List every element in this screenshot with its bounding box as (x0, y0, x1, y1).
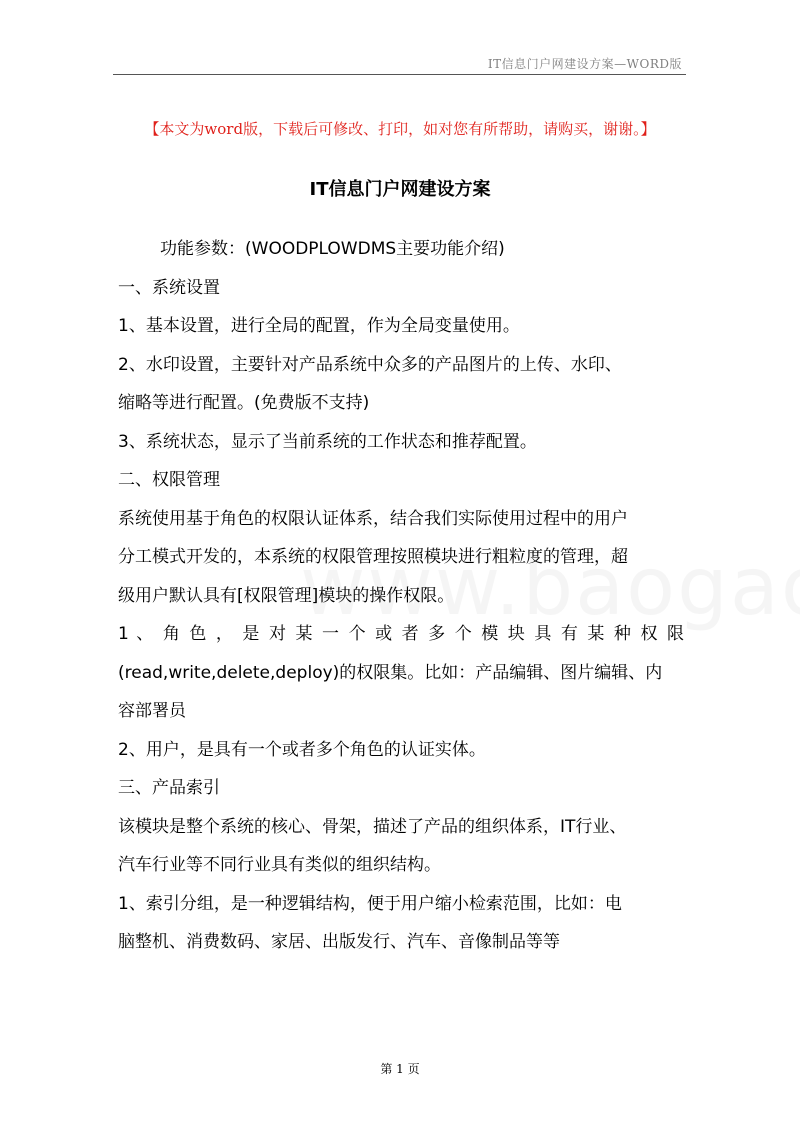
section-heading: 一、系统设置 (118, 277, 220, 298)
paragraph-line: 级用户默认具有[权限管理]模块的操作权限。 (118, 585, 455, 606)
paragraph-line: 1、索引分组，是一种逻辑结构，便于用户缩小检索范围，比如：电 (118, 893, 622, 914)
paragraph-line: 缩略等进行配置。(免费版不支持) (118, 393, 370, 413)
header-divider (113, 74, 686, 75)
paragraph-line: 脑整机、消费数码、家居、出版发行、汽车、音像制品等等 (118, 932, 560, 952)
paragraph-line: 1、基本设置，进行全局的配置，作为全局变量使用。 (118, 316, 520, 336)
paragraph-line: 3、系统状态，显示了当前系统的工作状态和推荐配置。 (118, 431, 537, 452)
paragraph-line: 系统使用基于角色的权限认证体系，结合我们实际使用过程中的用户 (118, 508, 628, 529)
paragraph-line: 容部署员 (118, 701, 186, 721)
section-heading: 二、权限管理 (118, 470, 220, 490)
running-header: IT信息门户网建设方案—WORD版 (487, 57, 682, 71)
paragraph-line: 汽车行业等不同行业具有类似的组织结构。 (118, 855, 441, 875)
paragraph-line: 该模块是整个系统的核心、骨架，描述了产品的组织体系，IT行业、 (118, 816, 627, 837)
download-notice: 【本文为word版，下载后可修改、打印，如对您有所帮助，请购买，谢谢。】 (144, 120, 656, 138)
page-number: 第 1 页 (380, 1062, 420, 1076)
document-body (118, 230, 684, 962)
paragraph-line: 功能参数：(WOODPLOWDMS主要功能介绍) (160, 239, 505, 259)
document-title: IT信息门户网建设方案 (309, 179, 491, 200)
paragraph-line: (read,write,delete,deploy)的权限集。比如：产品编辑、图片编辑、内 (118, 662, 663, 683)
paragraph-line: 1 、 角 色 ， 是 对 某 一 个 或 者 多 个 模 块 具 有 某 种 权 限 (118, 624, 684, 644)
section-heading: 三、产品索引 (118, 778, 220, 798)
paragraph-line: 分工模式开发的，本系统的权限管理按照模块进行粗粒度的管理，超 (118, 547, 628, 567)
paragraph-line: 2、水印设置，主要针对产品系统中众多的产品图片的上传、水印、 (118, 354, 622, 375)
paragraph-line: 2、用户，是具有一个或者多个角色的认证实体。 (118, 739, 486, 760)
